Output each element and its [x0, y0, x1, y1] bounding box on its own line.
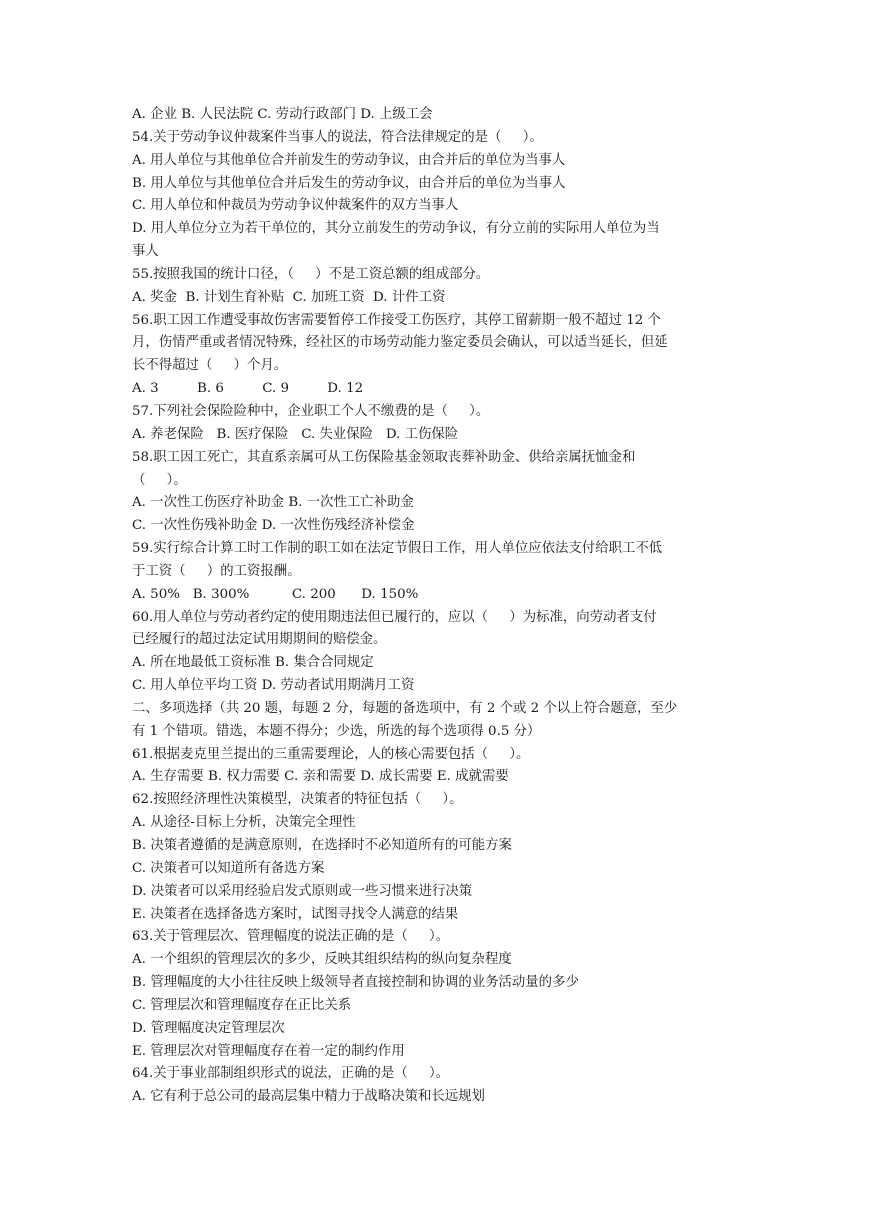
option-line: D. 用人单位分立为若干单位的，其分立前发生的劳动争议，有分立前的实际用人单位为当 [132, 221, 660, 237]
option-line: A. 它有利于总公司的最高层集中精力于战略决策和长远规划 [132, 1089, 485, 1105]
option-line-53: A. 企业 B. 人民法院 C. 劳动行政部门 D. 上级工会 [132, 107, 433, 122]
option-line: B. 管理幅度的大小往往反映上级领导者直接控制和协调的业务活动量的多少 [132, 975, 579, 991]
option-line: C. 用人单位和仲裁员为劳动争议仲裁案件的双方当事人 [132, 198, 459, 214]
option-line: C. 决策者可以知道所有备选方案 [132, 860, 325, 876]
document-body [132, 104, 742, 1109]
option-line: C. 用人单位平均工资 D. 劳动者试用期满月工资 [132, 678, 415, 694]
option-line: A. 一次性工伤医疗补助金 B. 一次性工亡补助金 [132, 495, 414, 511]
question-56: 56.职工因工作遭受事故伤害需要暂停工作接受工伤医疗，其停工留薪期一般不超过 12 个 [132, 312, 661, 328]
section-heading-continued: 有 1 个错项。错选，本题不得分；少选，所选的每个选项得 0.5 分） [132, 723, 541, 739]
option-line: D. 管理幅度决定管理层次 [132, 1020, 285, 1036]
option-line: A. 从途径-目标上分析，决策完全理性 [132, 815, 356, 831]
question-55: 55.按照我国的统计口径，（ ）不是工资总额的组成部分。 [132, 266, 490, 282]
question-59: 59.实行综合计算工时工作制的职工如在法定节假日工作，用人单位应依法支付给职工不低 [132, 541, 663, 557]
question-61: 61.根据麦克里兰提出的三重需要理论，人的核心需要包括（ ）。 [132, 746, 530, 762]
question-60-continued: 已经履行的超过法定试用期期间的赔偿金。 [132, 632, 387, 648]
question-60: 60.用人单位与劳动者约定的使用期违法但已履行的，应以（ ）为标准，向劳动者支付 [132, 609, 657, 625]
question-64: 64.关于事业部制组织形式的说法，正确的是（ ）。 [132, 1066, 450, 1082]
option-line: E. 决策者在选择备选方案时，试图寻找令人满意的结果 [132, 906, 459, 922]
option-line: A. 50% B. 300% C. 200 D. 150% [132, 586, 419, 602]
question-56-continued: 长不得超过（ ）个月。 [132, 358, 288, 374]
option-line: A. 奖金 B. 计划生育补贴 C. 加班工资 D. 计件工资 [132, 289, 446, 305]
question-54: 54.关于劳动争议仲裁案件当事人的说法，符合法律规定的是（ ）。 [132, 129, 543, 145]
option-line: A. 养老保险 B. 医疗保险 C. 失业保险 D. 工伤保险 [132, 426, 459, 442]
option-line: A. 生存需要 B. 权力需要 C. 亲和需要 D. 成长需要 E. 成就需要 [132, 769, 509, 785]
option-line: B. 用人单位与其他单位合并后发生的劳动争议，由合并后的单位为当事人 [132, 175, 566, 191]
option-line: A. 所在地最低工资标准 B. 集合合同规定 [132, 655, 374, 671]
question-58: 58.职工因工死亡，其直系亲属可从工伤保险基金领取丧葬补助金、供给亲属抚恤金和 [132, 449, 636, 465]
option-line: A. 3 B. 6 C. 9 D. 12 [132, 381, 364, 397]
question-56-continued: 月，伤情严重或者情况特殊，经社区的市场劳动能力鉴定委员会确认，可以适当延长，但延 [132, 335, 668, 351]
option-line: E. 管理层次对管理幅度存在着一定的制约作用 [132, 1043, 405, 1059]
option-line: A. 一个组织的管理层次的多少，反映其组织结构的纵向复杂程度 [132, 952, 512, 968]
option-line: C. 管理层次和管理幅度存在正比关系 [132, 997, 352, 1013]
option-line: D. 决策者可以采用经验启发式原则或一些习惯来进行决策 [132, 883, 473, 899]
question-63: 63.关于管理层次、管理幅度的说法正确的是（ ）。 [132, 929, 450, 945]
question-59-continued: 于工资（ ）的工资报酬。 [132, 563, 301, 579]
option-line: B. 决策者遵循的是满意原则，在选择时不必知道所有的可能方案 [132, 838, 512, 853]
section-heading-multiple-choice: 二、多项选择（共 20 题，每题 2 分，每题的备选项中，有 2 个或 2 个以上符合题意，至少 [132, 700, 678, 716]
option-line-continued: 事人 [132, 244, 159, 260]
question-58-continued: （ ）。 [132, 472, 187, 488]
option-line: A. 用人单位与其他单位合并前发生的劳动争议，由合并后的单位为当事人 [132, 152, 566, 168]
option-line: C. 一次性伤残补助金 D. 一次性伤残经济补偿金 [132, 518, 415, 534]
question-62: 62.按照经济理性决策模型，决策者的特征包括（ ）。 [132, 792, 463, 808]
question-57: 57.下列社会保险险种中，企业职工个人不缴费的是（ ）。 [132, 403, 490, 419]
